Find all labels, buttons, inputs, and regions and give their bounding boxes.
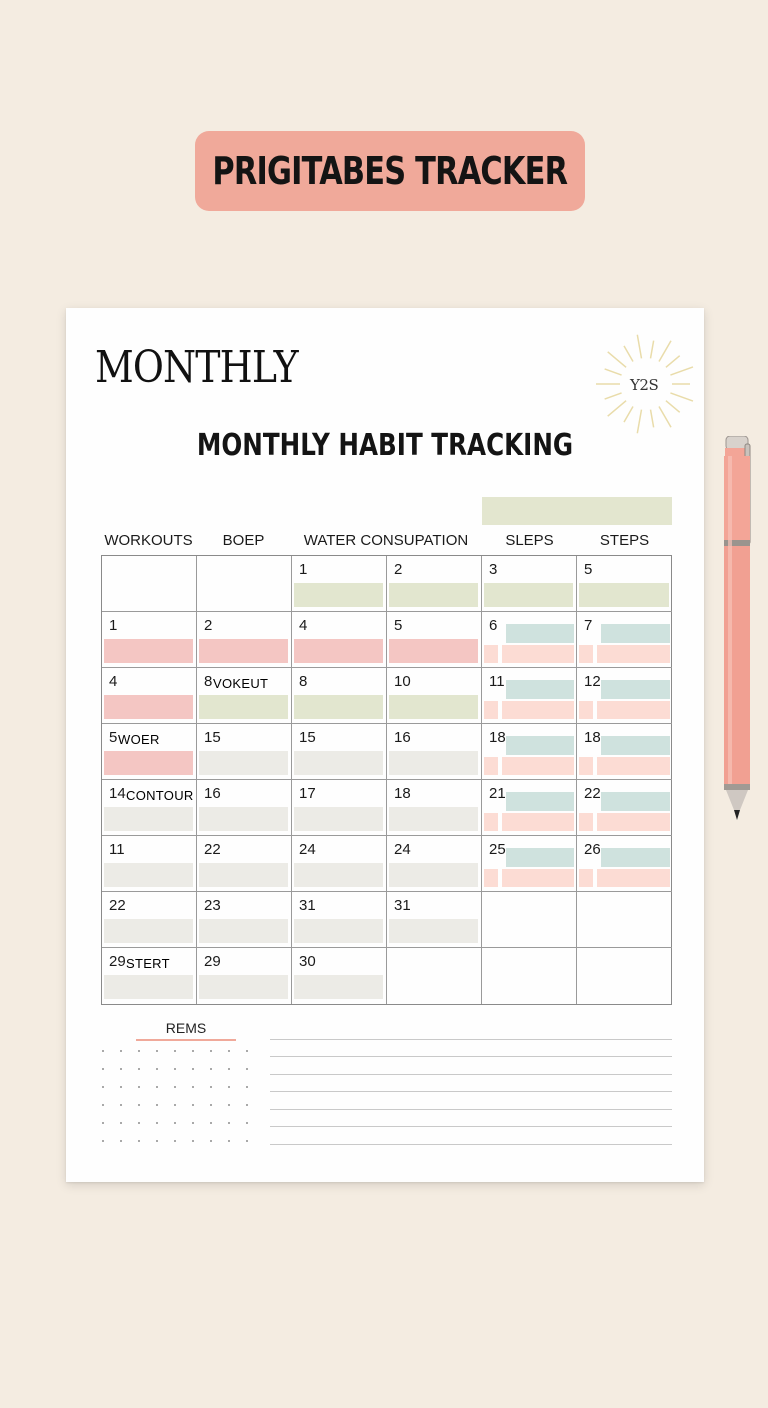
bar-gap [498,757,502,775]
dot [156,1068,158,1070]
grey-bar [104,975,193,999]
grey-bar [294,975,383,999]
grey-bar [199,807,288,831]
grid-cell[interactable] [482,948,577,1004]
grey-bar [389,751,478,775]
dot [174,1068,176,1070]
olive-bar [389,695,478,719]
bar-gap [593,701,597,719]
olive-bar [484,583,573,607]
grey-bar [294,919,383,943]
dot [156,1086,158,1088]
dot [120,1086,122,1088]
grid-cell[interactable] [387,612,482,668]
day-number: 4 [109,673,118,690]
grid-cell[interactable] [482,612,577,668]
day-number: 11 [489,673,505,690]
dot [228,1104,230,1106]
grid-cell[interactable] [387,724,482,780]
pink-bar [104,751,193,775]
pink-bar [104,695,193,719]
day-number: 18 [394,785,411,802]
dot [102,1086,104,1088]
sunburst-icon [596,328,696,440]
note-line[interactable] [270,1091,672,1092]
dot [102,1122,104,1124]
grid-cell[interactable] [387,668,482,724]
grid-cell[interactable] [577,724,672,780]
day-number: 5 [584,561,593,578]
bar-gap [593,869,597,887]
cell-label: WOER [118,732,160,747]
dot [228,1086,230,1088]
badge-text: Y2S [630,376,659,394]
dot [210,1068,212,1070]
day-number: 4 [299,617,308,634]
grid-cell[interactable] [102,724,197,780]
dot [192,1104,194,1106]
sheet-subtitle: MONTHLY HABIT TRACKING [196,428,574,463]
dot [174,1122,176,1124]
day-number: 2 [204,617,213,634]
title-banner [195,131,585,211]
dot [228,1068,230,1070]
day-number: 31 [394,897,411,914]
mint-bar [506,848,574,867]
dot [156,1104,158,1106]
day-number: 6 [489,617,498,634]
day-number: 24 [394,841,411,858]
grid-cell[interactable] [387,780,482,836]
grid-cell[interactable] [102,612,197,668]
bar-gap [498,869,502,887]
notes-label: REMS [165,1020,207,1036]
grey-bar [389,807,478,831]
day-number: 15 [204,729,221,746]
dot [192,1122,194,1124]
day-number: 25 [489,841,506,858]
mint-bar [601,680,670,699]
grid-cell[interactable] [292,780,387,836]
dot [246,1140,248,1142]
mint-bar [601,792,670,811]
dot [138,1068,140,1070]
dot [138,1050,140,1052]
dot-grid [102,1050,262,1150]
dot [156,1050,158,1052]
dot [210,1050,212,1052]
day-number: 22 [204,841,221,858]
grid-cell[interactable] [102,780,197,836]
grey-bar [389,919,478,943]
grey-bar [199,975,288,999]
day-number: 5 [394,617,403,634]
grid-cell[interactable] [482,836,577,892]
dot [210,1140,212,1142]
pen-icon [718,436,756,822]
grid-cell[interactable] [387,892,482,948]
grid-cell[interactable] [292,556,387,612]
dot [192,1140,194,1142]
pink-bar [104,639,193,663]
grid-cell[interactable] [197,612,292,668]
grid-cell[interactable] [577,836,672,892]
mint-bar [506,624,574,643]
mint-bar [601,736,670,755]
day-number: 3 [489,561,498,578]
day-number: 18 [584,729,601,746]
dot [102,1104,104,1106]
dot [174,1104,176,1106]
day-number: 8 [204,673,213,690]
cell-label: CONTOUR [126,788,194,803]
dot [102,1050,104,1052]
grid-cell[interactable] [482,780,577,836]
grey-bar [104,807,193,831]
grid-cell[interactable] [197,836,292,892]
mint-bar [601,624,670,643]
grid-cell[interactable] [387,948,482,1004]
dot [210,1104,212,1106]
day-number: 1 [109,617,118,634]
dot [192,1086,194,1088]
bar-gap [593,813,597,831]
sheet-heading: MONTHLY [95,342,298,393]
dot [156,1140,158,1142]
grid-cell[interactable] [197,668,292,724]
grid-cell[interactable] [197,556,292,612]
day-number: 8 [299,673,308,690]
day-number: 31 [299,897,316,914]
mint-bar [601,848,670,867]
day-number: 11 [109,841,125,858]
dot [174,1086,176,1088]
olive-bar [199,695,288,719]
grid-cell[interactable] [197,780,292,836]
column-header-boep: BOEP [222,532,265,549]
dot [174,1140,176,1142]
grid-cell[interactable] [577,612,672,668]
olive-bar [579,583,669,607]
dot [192,1050,194,1052]
column-header-steps: STEPS [599,532,650,549]
grid-cell[interactable] [292,612,387,668]
mint-bar [506,792,574,811]
grid-cell[interactable] [197,724,292,780]
grey-bar [389,863,478,887]
day-number: 5 [109,729,118,746]
grey-bar [199,863,288,887]
dot [210,1122,212,1124]
day-number: 10 [394,673,411,690]
cell-label: VOKEUT [213,676,269,691]
day-number: 29 [204,953,221,970]
grid-cell[interactable] [292,836,387,892]
grey-bar [199,751,288,775]
grid-cell[interactable] [102,836,197,892]
day-number: 14 [109,785,126,802]
day-number: 23 [204,897,221,914]
bar-gap [498,645,502,663]
grid-cell[interactable] [482,892,577,948]
dot [246,1050,248,1052]
grey-bar [104,919,193,943]
grid-cell[interactable] [387,556,482,612]
dot [120,1050,122,1052]
pink-bar [389,639,478,663]
grid-cell[interactable] [482,724,577,780]
day-number: 21 [489,785,506,802]
grid-cell[interactable] [577,892,672,948]
column-header-workouts: WORKOUTS [104,532,193,549]
grid-cell[interactable] [577,948,672,1004]
grid-cell[interactable] [292,724,387,780]
grid-cell[interactable] [292,892,387,948]
habit-grid [101,555,672,1005]
day-number: 2 [394,561,403,578]
dot [138,1140,140,1142]
day-number: 12 [584,673,601,690]
pink-bar [199,639,288,663]
olive-bar [389,583,478,607]
grid-cell[interactable] [102,892,197,948]
note-line[interactable] [270,1126,672,1127]
bar-gap [593,757,597,775]
grid-cell[interactable] [197,892,292,948]
day-number: 30 [299,953,316,970]
dot [228,1122,230,1124]
dot [246,1104,248,1106]
dot [120,1122,122,1124]
olive-bar [294,583,383,607]
tracker-sheet [66,308,704,1182]
dot [246,1086,248,1088]
grid-cell[interactable] [102,556,197,612]
dot [120,1068,122,1070]
bar-gap [593,645,597,663]
banner-title: PRIGITABES TRACKER [212,149,568,193]
day-number: 17 [299,785,316,802]
grid-cell[interactable] [102,668,197,724]
day-number: 16 [394,729,411,746]
dot [156,1122,158,1124]
day-number: 18 [489,729,506,746]
pink-bar [294,639,383,663]
grid-cell[interactable] [482,556,577,612]
header-highlight-bar [482,497,672,525]
day-number: 22 [584,785,601,802]
column-header-sleeps: SLEPS [505,532,554,549]
grid-cell[interactable] [292,668,387,724]
dot [174,1050,176,1052]
notes-underline [136,1039,236,1041]
grid-cell[interactable] [577,556,672,612]
day-number: 29 [109,953,126,970]
olive-bar [294,695,383,719]
grey-bar [199,919,288,943]
grey-bar [294,863,383,887]
grid-cell[interactable] [482,668,577,724]
column-header-water: WATER CONSUPATION [303,532,469,549]
bar-gap [498,813,502,831]
dot [138,1122,140,1124]
note-line[interactable] [270,1056,672,1057]
day-number: 7 [584,617,593,634]
dot [102,1068,104,1070]
grid-cell[interactable] [387,836,482,892]
dot [228,1140,230,1142]
dot [138,1086,140,1088]
grid-cell[interactable] [102,948,197,1004]
dot [102,1140,104,1142]
grid-cell[interactable] [197,948,292,1004]
grey-bar [294,807,383,831]
dot [120,1140,122,1142]
day-number: 15 [299,729,316,746]
note-line[interactable] [270,1039,672,1040]
dot [210,1086,212,1088]
grid-cell[interactable] [577,780,672,836]
grid-cell[interactable] [577,668,672,724]
dot [246,1068,248,1070]
dot [138,1104,140,1106]
dot [120,1104,122,1106]
grid-cell[interactable] [292,948,387,1004]
cell-label: STERT [126,956,170,971]
bar-gap [498,701,502,719]
day-number: 1 [299,561,308,578]
day-number: 26 [584,841,601,858]
day-number: 24 [299,841,316,858]
dot [228,1050,230,1052]
mint-bar [506,680,574,699]
day-number: 22 [109,897,126,914]
note-line[interactable] [270,1074,672,1075]
dot [246,1122,248,1124]
grey-bar [104,863,193,887]
note-line[interactable] [270,1144,672,1145]
mint-bar [506,736,574,755]
note-line[interactable] [270,1109,672,1110]
day-number: 16 [204,785,221,802]
grey-bar [294,751,383,775]
dot [192,1068,194,1070]
